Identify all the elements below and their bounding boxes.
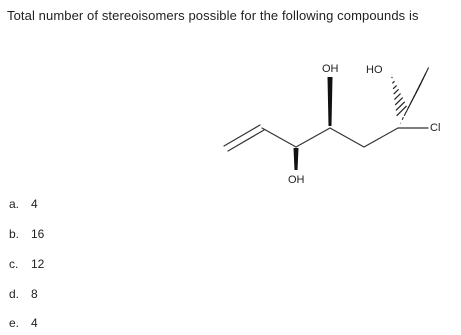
hashed-bond-upper-right [400,68,428,124]
option-c[interactable] [9,257,44,271]
hashed-bond-ho [392,77,407,116]
bond-c3-c4 [296,128,330,147]
option-d-letter: d. [9,287,20,301]
option-b[interactable] [9,227,44,241]
option-a-letter: a. [9,197,20,211]
option-d-value: 8 [31,287,38,301]
option-e[interactable] [9,316,38,330]
label-oh-top: OH [322,63,339,75]
option-b-value: 16 [31,227,45,241]
option-c-value: 12 [31,257,45,271]
option-e-letter: e. [9,316,20,330]
bond-c4-c5 [330,128,364,147]
question-text: Total number of stereoisomers possible for the following compounds is [7,8,419,23]
option-b-letter: b. [9,227,20,241]
label-ho-top: HO [366,64,383,76]
bond-c2-c3 [262,128,296,147]
wedge-bond-top-oh [328,77,333,126]
wedge-bond-bottom-oh [294,148,299,170]
option-a-value: 4 [31,197,38,211]
option-e-value: 4 [31,316,38,330]
label-cl: Cl [430,122,441,134]
option-c-letter: c. [9,257,19,271]
option-d[interactable] [9,287,38,301]
bond-c5-c6 [364,128,398,147]
option-a[interactable] [9,197,38,211]
label-oh-bottom: OH [288,174,305,186]
skeleton-bonds [224,125,428,151]
